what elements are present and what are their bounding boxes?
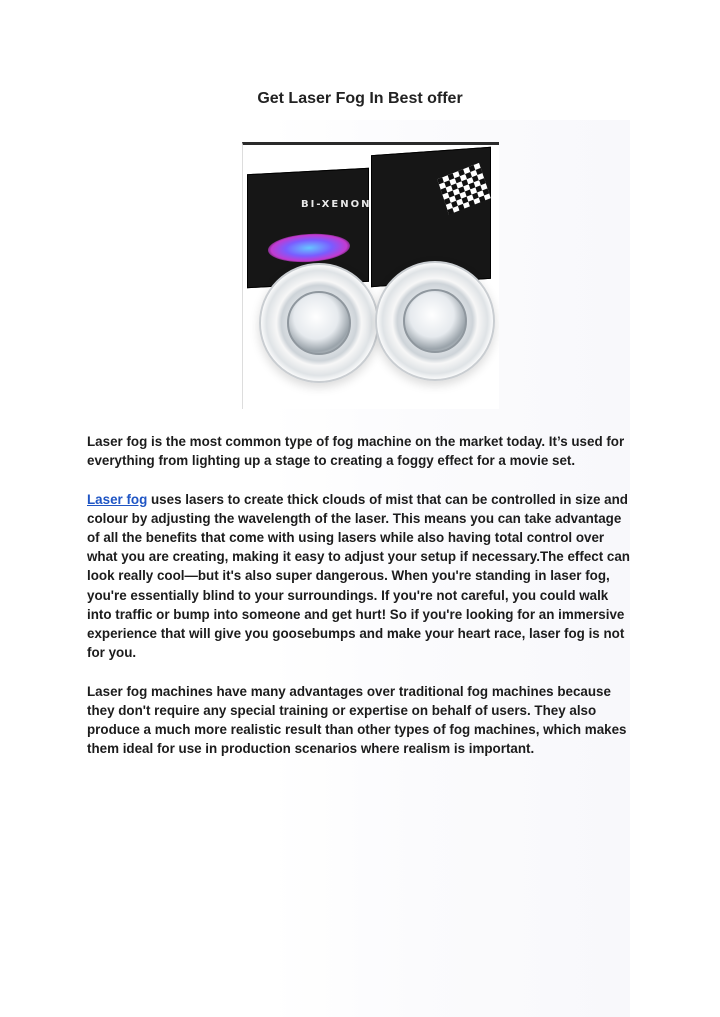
projector-lens-left	[259, 263, 379, 383]
brand-logo: BI-XENON	[301, 199, 372, 210]
article-body	[87, 432, 635, 778]
product-image	[242, 142, 499, 409]
checkered-flag-graphic	[437, 163, 491, 215]
paragraph-laser-fog	[87, 490, 635, 663]
paragraph-intro: Laser fog is the most common type of fog machine on the market today. It’s used for everything from lighting up a stage to creating a foggy effect for a movie set.	[87, 434, 625, 469]
headlight-glow-graphic	[268, 232, 350, 264]
paragraph-advantages: Laser fog machines have many advantages over traditional fog machines because they don't require any special training or expertise on behalf of users. They also produce a much more realistic result than other types of fog machines, which makes them ideal for use in production scenarios where realism is important.	[87, 683, 627, 757]
paragraph-laser-fog-text: uses lasers to create thick clouds of mist that can be controlled in size and colour by adjusting the wavelength of the laser. This means you can take advantage of all the benefits that come with using lasers while also having total control over what you are creating, making it easy to adjust your setup if necessary.The effect can look really cool—but it's also super dangerous. When you're standing in laser fog, you're essentially blind to your surroundings. If you're not careful, you could walk into traffic or bump into someone and get hurt! So if you're looking for an immersive experience that will give you goosebumps and make your heart race, laser fog is not for you.	[87, 491, 630, 661]
page-title: Get Laser Fog In Best offer	[257, 90, 463, 107]
laser-fog-link[interactable]: Laser fog	[87, 491, 148, 507]
projector-lens-right	[375, 261, 495, 381]
